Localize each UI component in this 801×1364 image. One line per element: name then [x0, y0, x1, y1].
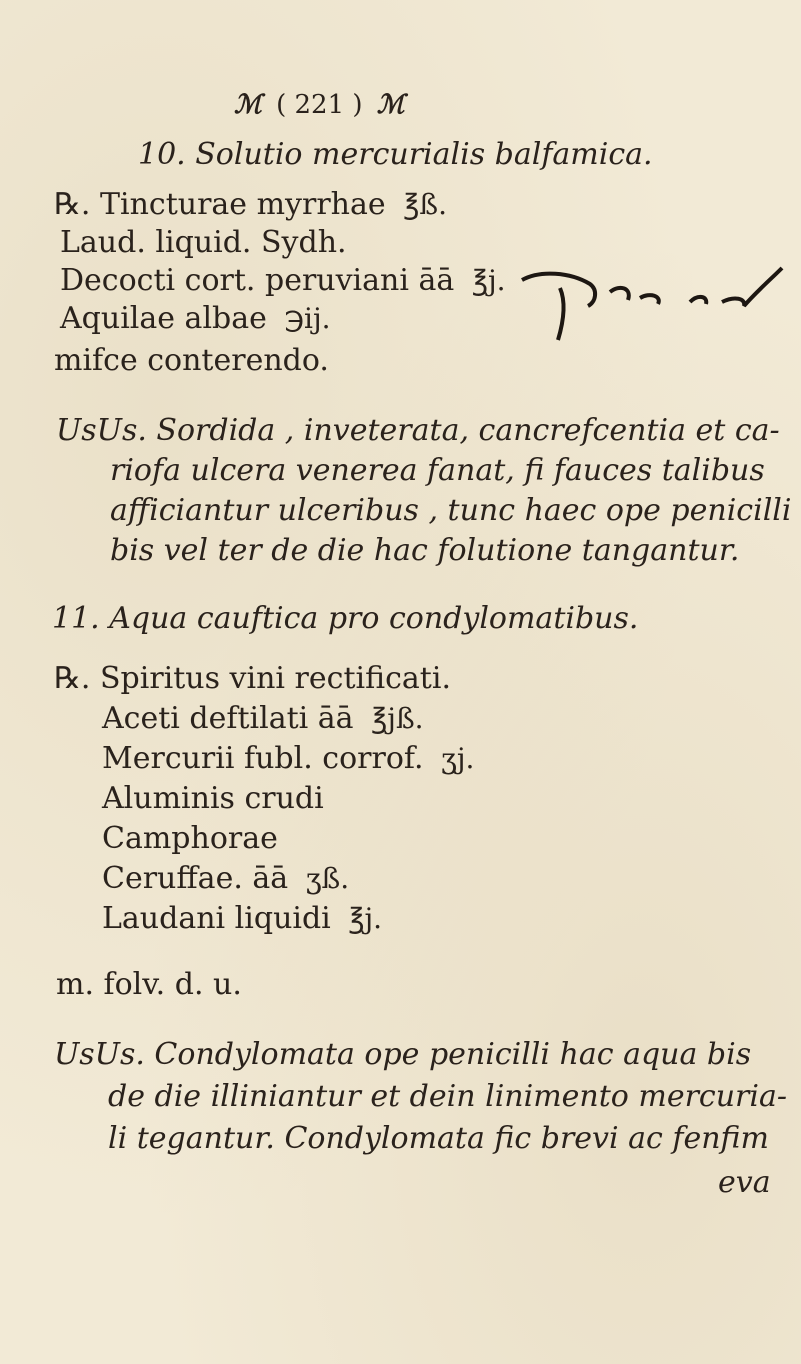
- usus-line: UsUs. Condylomata ope penicilli hac aqua bis: [54, 1037, 752, 1072]
- usus-line: UsUs. Sordida , inveterata, cancrefcentia et ca-: [56, 413, 780, 448]
- ingredient-line: [102, 861, 350, 896]
- ingredient-quantity: ʒj.: [441, 742, 475, 775]
- ingredient-text: Decocti cort. peruviani āā: [60, 263, 455, 298]
- recipe-11-title: 11. Aqua cauftica pro condylomatibus.: [52, 601, 639, 636]
- ingredient-quantity: ℥j.: [471, 264, 506, 297]
- ingredient-quantity: ℈ij.: [284, 302, 331, 335]
- ingredient-text: Laudani liquidi: [102, 901, 331, 936]
- ornament-right: ℳ: [376, 90, 405, 120]
- ingredient-text: Aquilae albae: [60, 301, 267, 336]
- ingredient-line: [54, 187, 447, 222]
- page-header: [228, 92, 411, 118]
- recipe-10-title: 10. Solutio mercurialis balfamica.: [138, 137, 653, 172]
- ingredient-quantity: ʒß.: [305, 862, 350, 895]
- direction-text: m. folv. d. u.: [56, 967, 242, 1002]
- ingredient-quantity: ℥jß.: [371, 702, 424, 735]
- catchword: eva: [718, 1165, 771, 1200]
- ingredient-text: Mercurii fubl. corrof.: [102, 741, 424, 776]
- ornament-left: ℳ: [234, 90, 262, 120]
- ingredient-line: [102, 901, 383, 936]
- ingredient-text: Laud. liquid. Sydh.: [60, 225, 347, 260]
- ingredient-line: [60, 263, 506, 298]
- ingredient-text: Aluminis crudi: [102, 781, 324, 816]
- ingredient-line: [102, 701, 424, 736]
- usus-line: bis vel ter de die hac folutione tangantur.: [110, 533, 740, 568]
- page-number: ( 221 ): [276, 90, 363, 120]
- ingredient-text: ℞. Tincturae myrrhae: [54, 187, 386, 222]
- usus-line: de die illiniantur et dein linimento mercuria-: [108, 1079, 787, 1114]
- ingredient-quantity: ℥ß.: [403, 188, 447, 221]
- ingredient-line: [54, 661, 451, 696]
- direction-text: mifce conterendo.: [54, 343, 329, 378]
- usus-line: riofa ulcera venerea fanat, fi fauces talibus: [110, 453, 765, 488]
- ingredient-line: [102, 781, 324, 816]
- ingredient-text: Ceruffae. āā: [102, 861, 289, 896]
- ingredient-text: Camphorae: [102, 821, 278, 856]
- ingredient-line: [102, 821, 278, 856]
- ingredient-quantity: ℥j.: [348, 902, 383, 935]
- usus-line: li tegantur. Condylomata fic brevi ac fenfim: [108, 1121, 769, 1156]
- ingredient-line: [60, 225, 347, 260]
- ingredient-text: ℞. Spiritus vini rectificati.: [54, 661, 451, 696]
- ingredient-line: [102, 741, 475, 776]
- ingredient-text: Aceti deftilati āā: [102, 701, 354, 736]
- ingredient-line: [60, 301, 331, 336]
- handwritten-mark: [500, 262, 790, 342]
- usus-line: afficiantur ulceribus , tunc haec ope penicilli: [110, 493, 792, 528]
